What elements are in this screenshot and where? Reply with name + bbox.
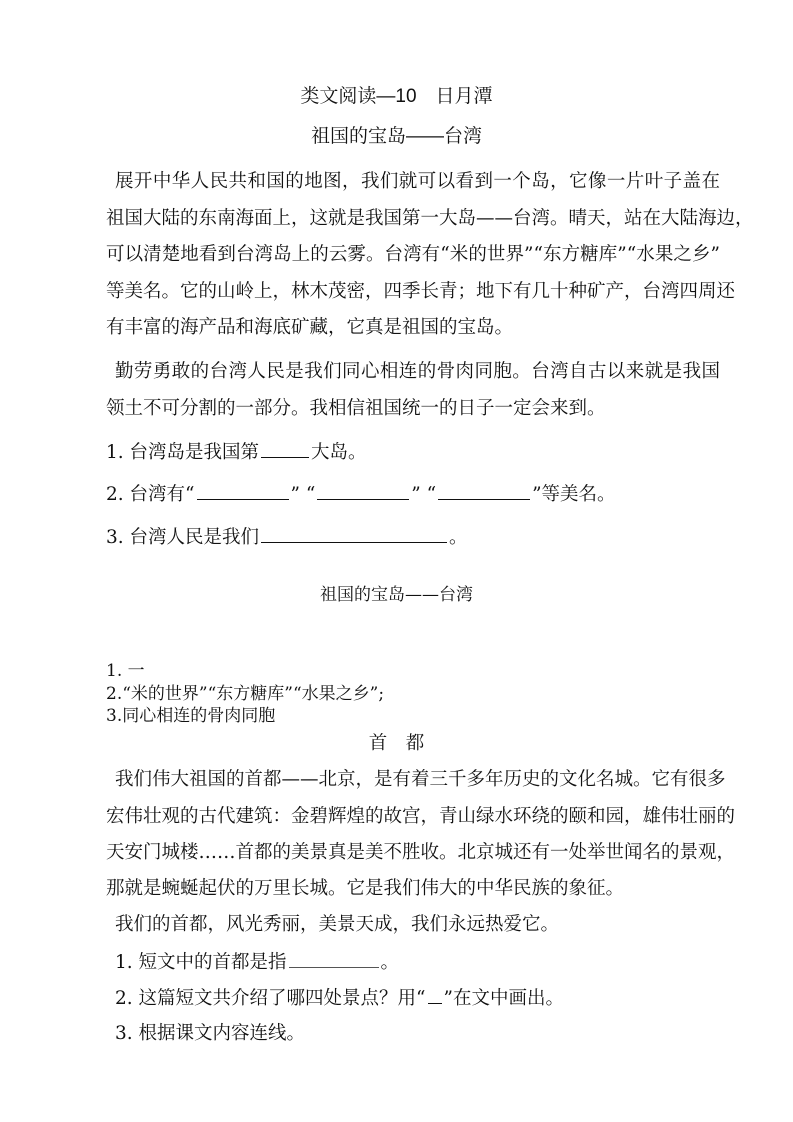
passage2-question-2 xyxy=(115,985,720,1011)
passage2-title: 首 都 xyxy=(368,733,425,754)
passage1-title: 祖国的宝岛——台湾 xyxy=(310,126,482,147)
question-text: 2. 这篇短文共介绍了哪四处景点？用“ xyxy=(115,988,426,1009)
underline-mark xyxy=(428,985,442,1004)
answer-blank[interactable] xyxy=(289,949,379,968)
passage2-question-3: 3. 根据课文内容连线。 xyxy=(115,1023,306,1044)
text-line: 可以清楚地看到台湾岛上的云雾。台湾有“米的世界”“东方糖库”“水果之乡” xyxy=(106,244,720,265)
question-text: 1. 台湾岛是我国第 xyxy=(106,442,260,463)
answer-item: 2.“米的世界”“东方糖库”“水果之乡”; xyxy=(106,684,385,704)
passage2-paragraph2: 我们的首都，风光秀丽，美景天成，我们永远热爱它。 xyxy=(115,914,560,935)
text-line: 等美名。它的山岭上，林木茂密，四季长青；地下有几十种矿产，台湾四周还 xyxy=(106,281,736,302)
text-line: 勤劳勇敢的台湾人民是我们同心相连的骨肉同胞。台湾自古以来就是我国 xyxy=(115,361,720,382)
answers-title: 祖国的宝岛——台湾 xyxy=(320,585,473,605)
answer-blank[interactable] xyxy=(197,481,289,500)
question-text: 大岛。 xyxy=(311,442,367,463)
question-text: 1. 短文中的首都是指 xyxy=(115,952,287,973)
question-1 xyxy=(106,439,720,465)
question-text: ”在文中画出。 xyxy=(443,988,564,1009)
text-line: 有丰富的海产品和海底矿藏，它真是祖国的宝岛。 xyxy=(106,317,514,338)
question-text: 。 xyxy=(449,527,468,548)
answer-blank[interactable] xyxy=(438,481,530,500)
question-2 xyxy=(106,481,720,507)
question-text: 2. 台湾有“ xyxy=(106,484,195,505)
question-text: ”等美名。 xyxy=(532,484,616,505)
answer-item: 1. 一 xyxy=(106,661,145,681)
question-text: ” “ xyxy=(411,484,437,505)
answer-item: 3.同心相连的骨肉同胞 xyxy=(106,706,276,726)
question-text: 3. 台湾人民是我们 xyxy=(106,527,260,548)
question-text: 。 xyxy=(380,952,400,973)
text-line: 展开中华人民共和国的地图，我们就可以看到一个岛，它像一片叶子盖在 xyxy=(115,171,720,192)
text-line: 那就是蜿蜒起伏的万里长城。它是我们伟大的中华民族的象征。 xyxy=(106,878,625,899)
text-line: 宏伟壮观的古代建筑：金碧辉煌的故宫，青山绿水环绕的颐和园，雄伟壮丽的 xyxy=(106,806,736,827)
document-title: 类文阅读—10 日月潭 xyxy=(300,86,493,107)
answer-blank[interactable] xyxy=(261,524,447,543)
answer-blank[interactable] xyxy=(317,481,409,500)
text-line: 我们伟大祖国的首都——北京，是有着三千多年历史的文化名城。它有很多 xyxy=(115,769,726,790)
text-line: 天安门城楼……首都的美景真是美不胜收。北京城还有一处举世闻名的景观， xyxy=(106,842,736,863)
text-line: 领土不可分割的一部分。我相信祖国统一的日子一定会来到。 xyxy=(106,398,606,419)
question-text: ” “ xyxy=(290,484,316,505)
text-line: 祖国大陆的东南海面上，这就是我国第一大岛——台湾。晴天，站在大陆海边， xyxy=(106,208,754,229)
question-3 xyxy=(106,524,720,550)
passage2-question-1 xyxy=(115,949,720,975)
answer-blank[interactable] xyxy=(261,439,309,458)
